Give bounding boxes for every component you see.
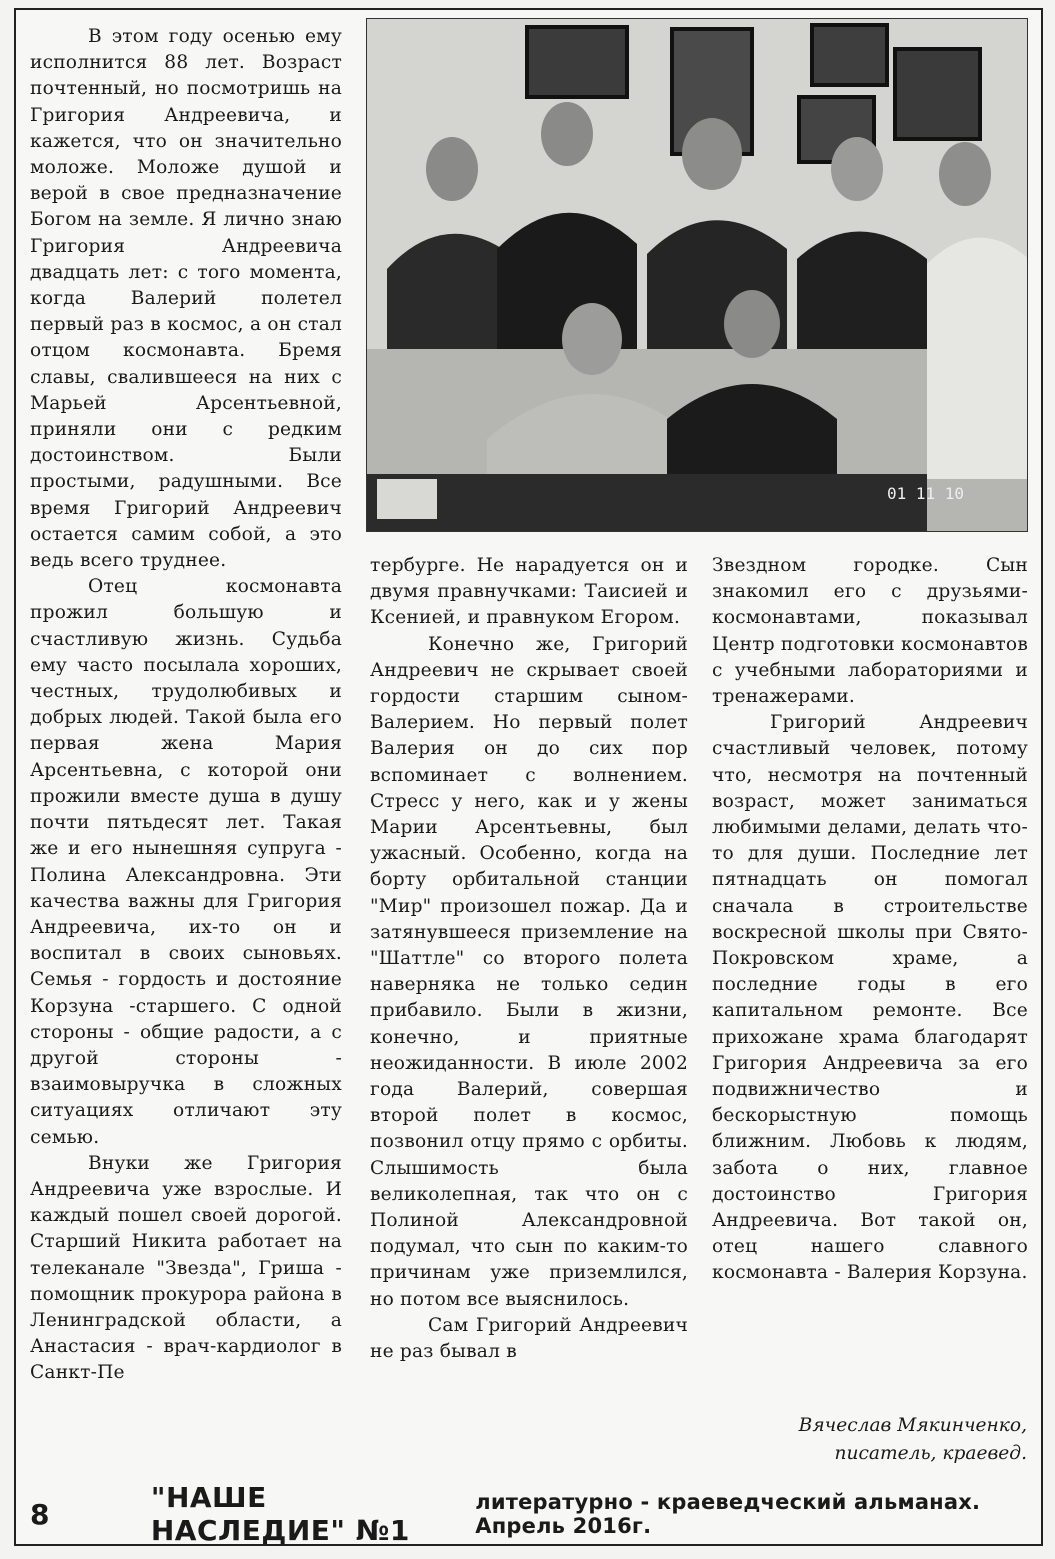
paragraph: Внуки же Григория Андреевича уже взрослые. И каждый пошел своей дорогой. Старший Никита работает на телеканале "Звезда", Гриша - помощник прокурора района в Ленинградской области, а Анастасия - врач-кардиолог в Санкт-Пе [30,1152,342,1384]
paragraph: Конечно же, Григорий Андреевич не скрывает своей гордости старшим сыном-Валерием. Но первый полет Валерия он до сих пор вспоминает с волнением. Стресс у него, как и у жены Марии Арсентьевны, был ужасный. Особенно, когда на борту орбитальной станции "Мир" произошел пожар. Да и затянувшееся приземление на "Шаттле" со второго полета наверняка не только седин прибавило. Были в жизни, конечно, и приятные неожиданности. В июле 2002 года Валерий, совершая второй полет в космос, позвонил отцу прямо с орбиты. Слышимость была великолепная, так что он с Полиной Александровной подумал, что сын по каким-то причинам уже приземлился, но потом все выяснилось. [370,633,688,1310]
author-title: писатель, краевед. [834,1443,1027,1464]
publication-name: "НАШЕ НАСЛЕДИЕ" №1 [150,1481,410,1547]
group-photo [366,18,1028,532]
article-column-1 [30,24,342,1387]
group-photo-image [367,19,1028,532]
publication-subtitle: литературно - краеведческий альманах. Апрель 2016г. [475,1490,981,1538]
photo-date-stamp: 01 11 10 [887,484,965,503]
page-footer [30,1481,1030,1547]
paragraph: Отец космонавта прожил большую и счастливую жизнь. Судьба ему часто посылала хороших, честных, трудолюбивых и добрых людей. Такой была его первая жена Мария Арсентьевна, с которой они прожили вместе душа в душу почти пятьдесят лет. Такая же и его нынешняя супруга - Полина Александровна. Эти качества важны для Григория Андреевича, их-то он и воспитал в своих сыновьях. Семья - гордость и достояние Корзуна -старшего. С одной стороны - общие радости, а с другой стороны - взаимовыручка в сложных ситуациях отличают эту семью. [30,576,342,1148]
article-column-2 [370,553,688,1365]
paragraph: тербурге. Не нарадуется он и двумя правнучками: Таисией и Ксенией, и правнуком Егором. [370,555,688,629]
author-signature [799,1412,1027,1468]
page-number: 8 [30,1497,50,1531]
article-column-3 [712,553,1028,1287]
paragraph: Звездном городке. Сын знакомил его с друзьями-космонавтами, показывал Центр подготовки космонавтов с учебными лабораториями и тренажерами. [712,555,1028,708]
paragraph: В этом году осенью ему исполнится 88 лет. Возраст почтенный, но посмотришь на Григория Андреевича, и кажется, что он значительно моложе. Моложе душой и верой в свое предназначение Богом на земле. Я лично знаю Григория Андреевича двадцать лет: с того момента, когда Валерий полетел первый раз в космос, а он стал отцом космонавта. Бремя славы, свалившееся на них с Марьей Арсентьевной, приняли они с редким достоинством. Были простыми, радушными. Все время Григорий Андреевич остается самим собой, а это ведь всего труднее. [30,26,342,572]
author-name: Вячеслав Мякинченко, [798,1415,1027,1436]
paragraph: Сам Григорий Андреевич не раз бывал в [370,1314,688,1363]
paragraph: Григорий Андреевич счастливый человек, потому что, несмотря на почтенный возраст, может заниматься любимыми делами, делать что-то для души. Последние лет пятнадцать он помогал сначала в строительстве воскресной школы при Свято-Покровском храме, а последние годы в его капитальном ремонте. Все прихожане храма благодарят Григория Андреевича за его подвижничество и бескорыстную помощь ближним. Любовь к людям, забота о них, главное достоинство Григория Андреевича. Вот такой он, отец нашего славного космонавта - Валерия Корзуна. [712,712,1028,1284]
